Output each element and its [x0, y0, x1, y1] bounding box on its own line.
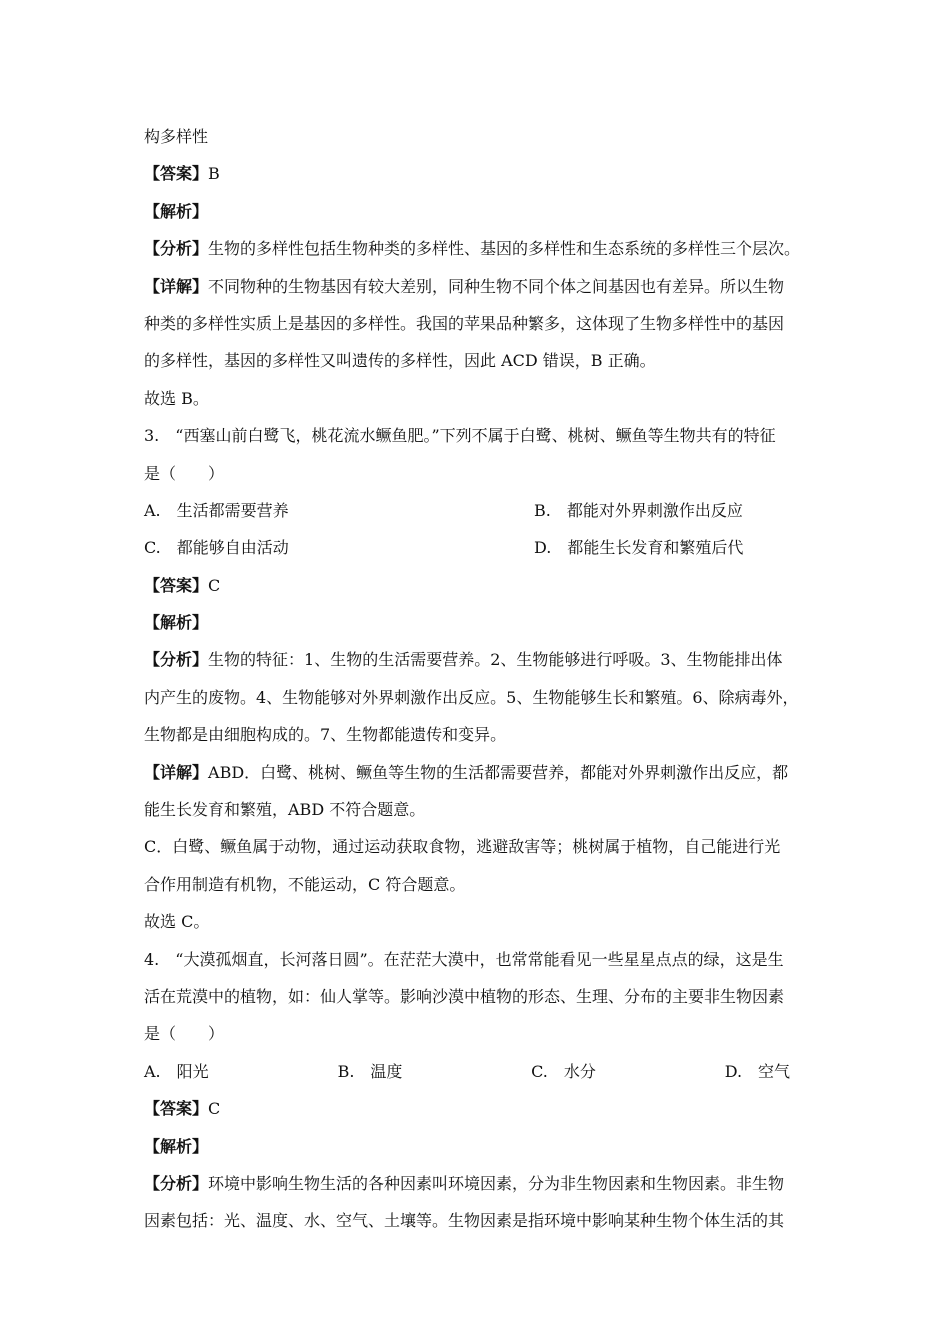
option-c: C. 都能够自由活动	[144, 538, 289, 558]
question-4-stem: 是（ ）	[144, 1024, 225, 1044]
analysis-heading: 【解析】	[144, 201, 209, 221]
analysis-line	[144, 641, 814, 678]
question-3-options-row	[144, 529, 814, 566]
text-line: 因素包括：光、温度、水、空气、土壤等。生物因素是指环境中影响某种生物个体生活的其	[144, 1211, 785, 1231]
analysis-tag: 【分析】	[144, 1173, 209, 1193]
question-3-stem: 是（ ）	[144, 463, 225, 483]
answer-tag: 【答案】	[144, 575, 209, 595]
analysis-line	[144, 230, 814, 267]
analysis-tag: 【分析】	[144, 239, 209, 259]
text-line: 内产生的废物。4、生物能够对外界刺激作出反应。5、生物能够生长和繁殖。6、除病毒外，	[144, 687, 799, 707]
text-line: 生物都是由细胞构成的。7、生物都能遗传和变异。	[144, 725, 507, 745]
option-d: D. 空气	[724, 1061, 791, 1081]
answer-line	[144, 155, 814, 192]
question-3-options-row	[144, 492, 814, 529]
analysis-text: 生物的多样性包括生物种类的多样性、基因的多样性和生态系统的多样性三个层次。	[208, 239, 801, 259]
detail-line	[144, 268, 814, 305]
question-4-stem: 活在荒漠中的植物，如：仙人掌等。影响沙漠中植物的形态、生理、分布的主要非生物因素	[144, 986, 785, 1006]
text-line: 能生长发育和繁殖，ABD 不符合题意。	[144, 800, 426, 820]
detail-text: 不同物种的生物基因有较大差别，同种生物不同个体之间基因也有差异。所以生物	[208, 276, 785, 296]
document-body	[144, 118, 814, 1240]
option-b: B. 温度	[337, 1061, 403, 1081]
answer-value: C	[208, 1099, 221, 1119]
analysis-tag: 【分析】	[144, 650, 209, 670]
option-a: A. 生活都需要营养	[144, 500, 289, 520]
answer-line	[144, 1090, 814, 1127]
conclusion-line: 故选 C。	[144, 912, 210, 932]
analysis-text: 环境中影响生物生活的各种因素叫环境因素，分为非生物因素和生物因素。非生物	[208, 1173, 785, 1193]
analysis-text: 生物的特征：1、生物的生活需要营养。2、生物能够进行呼吸。3、生物能排出体	[208, 650, 783, 670]
detail-line	[144, 754, 814, 791]
option-c: C. 水分	[531, 1061, 596, 1081]
text-line: 构多样性	[144, 127, 209, 146]
text-line: C．白鹭、鳜鱼属于动物，通过运动获取食物，逃避敌害等；桃树属于植物，自己能进行光	[144, 837, 781, 857]
analysis-heading: 【解析】	[144, 1136, 209, 1156]
detail-tag: 【详解】	[144, 276, 209, 296]
option-b: B. 都能对外界刺激作出反应	[534, 500, 743, 520]
answer-line	[144, 567, 814, 604]
option-a: A. 阳光	[144, 1061, 209, 1081]
option-d: D. 都能生长发育和繁殖后代	[534, 538, 744, 558]
detail-text: ABD．白鹭、桃树、鳜鱼等生物的生活都需要营养，都能对外界刺激作出反应，都	[208, 762, 789, 782]
text-line: 合作用制造有机物，不能运动，C 符合题意。	[144, 874, 466, 894]
conclusion-line: 故选 B。	[144, 388, 209, 408]
text-line: 种类的多样性实质上是基因的多样性。我国的苹果品种繁多，这体现了生物多样性中的基因	[144, 313, 785, 333]
answer-tag: 【答案】	[144, 1099, 209, 1119]
answer-tag: 【答案】	[144, 164, 209, 184]
question-4-stem: 4. “大漠孤烟直，长河落日圆”。在茫茫大漠中，也常常能看见一些星星点点的绿，这是生	[144, 949, 784, 969]
answer-value: B	[208, 164, 220, 184]
analysis-heading: 【解析】	[144, 613, 209, 633]
answer-value: C	[208, 575, 221, 595]
question-3-stem: 3. “西塞山前白鹭飞，桃花流水鳜鱼肥。”下列不属于白鹭、桃树、鳜鱼等生物共有的特征	[144, 426, 776, 446]
question-4-options-row	[144, 1053, 814, 1090]
detail-tag: 【详解】	[144, 762, 209, 782]
text-line: 的多样性，基因的多样性又叫遗传的多样性，因此 ACD 错误，B 正确。	[144, 351, 656, 371]
analysis-line	[144, 1165, 814, 1202]
